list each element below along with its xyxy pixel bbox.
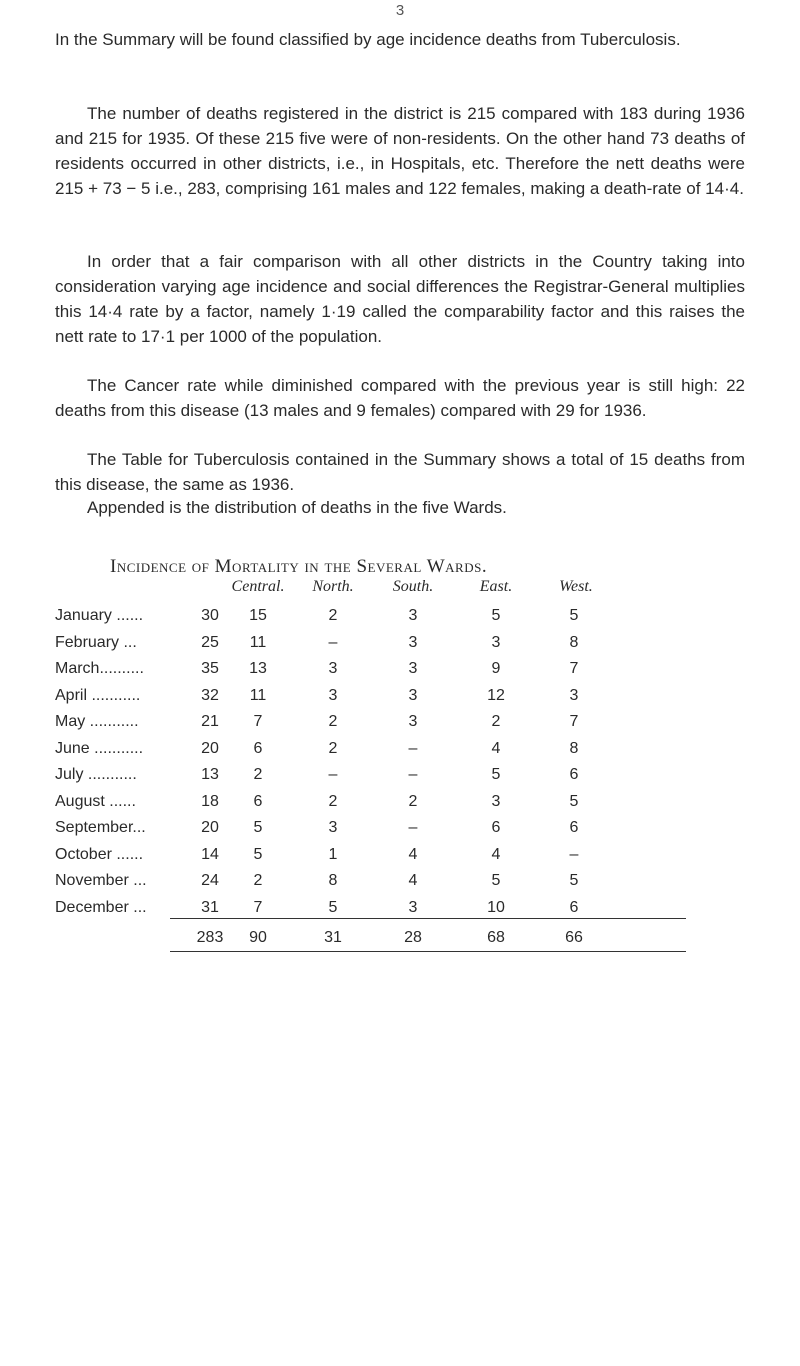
table-row [0,683,800,709]
month-label: December ... [55,898,147,916]
cell-west: 8 [569,633,579,651]
cell-total: 35 [201,660,219,677]
table-row [0,789,800,815]
month-label: August ...... [55,792,136,810]
table-row [0,868,800,894]
cell-central: 5 [253,819,263,836]
cell-north: 1 [328,845,338,863]
paragraph-death-count: The number of deaths registered in the district is 215 compared with 183 during 1936 and 215 for 1935. Of these 215 five were of non-residents. On the other hand 73 deaths of residents occurred in other districts, i.e., in Hospitals, etc. Therefore the nett deaths were 215 + 73 − 5 i.e., 283, comprising 161 males and 122 females, making a death-rate of 14·4. [55,104,745,198]
cell-total: 13 [201,766,219,783]
cell-west: 6 [569,819,579,836]
cell-central: 6 [253,792,263,810]
cell-west: 3 [569,686,579,704]
cell-south: 4 [408,845,418,863]
cell-east: 5 [491,872,501,889]
cell-total: 25 [201,633,219,651]
cell-west: 8 [569,739,579,757]
cell-south: – [408,739,418,757]
table-row [0,736,800,762]
table-row [0,656,800,682]
table-row [0,630,800,656]
cell-south: – [408,819,418,836]
cell-total: 20 [201,819,219,836]
cell-north: 3 [328,660,338,677]
cell-total: 18 [201,792,219,810]
cell-east: 2 [491,713,501,730]
month-label: July ........... [55,766,137,783]
cell-north: 2 [328,792,338,810]
cell-north: 5 [328,898,338,916]
table-row [0,709,800,735]
cell-central: 7 [253,898,263,916]
cell-central: 15 [249,607,267,624]
month-label: May ........... [55,713,139,730]
cell-west: – [569,845,579,863]
cell-north: 8 [328,872,338,889]
month-label: March.......... [55,660,144,677]
cell-south: 3 [408,633,418,651]
month-label: January ...... [55,607,144,624]
cell-west: 5 [569,792,579,810]
cell-central: 2 [253,872,263,889]
total-central: 90 [249,929,267,946]
cell-east: 3 [491,633,501,651]
paragraph-comparability-factor: In order that a fair comparison with all other districts in the Country taking into consideration varying age incidence and social differences the Registrar-General multiplies this 14·4 rate by a factor, namely 1·19 called the comparability factor and this raises the nett rate to 17·1 per 1000 of the population. [55,252,745,346]
total-west: 66 [565,929,583,946]
paragraph-tuberculosis-table: The Table for Tuberculosis contained in the Summary shows a total of 15 deaths from this disease, the same as 1936. [55,450,745,494]
cell-west: 7 [569,713,579,730]
table-row [0,603,800,629]
table-row [0,762,800,788]
page-number: 3 [395,2,405,19]
cell-east: 4 [491,739,501,757]
month-label: February ... [55,633,137,651]
cell-east: 3 [491,792,501,810]
month-label: June ........... [55,739,144,757]
header-south: South. [392,578,434,595]
cell-west: 5 [569,607,579,624]
table-row [0,842,800,868]
cell-total: 20 [201,739,219,757]
total-south: 28 [404,929,422,946]
total-all: 283 [196,929,224,946]
cell-north: – [328,766,338,783]
cell-south: 3 [408,898,418,916]
header-north: North. [312,578,354,595]
cell-north: 2 [328,739,338,757]
cell-total: 21 [201,713,219,730]
cell-central: 5 [253,845,263,863]
cell-west: 7 [569,660,579,677]
cell-north: 2 [328,607,338,624]
month-label: October ...... [55,845,144,863]
cell-south: 3 [408,713,418,730]
table-title: Incidence of Mortality in the Several Wards. [110,556,488,577]
cell-total: 14 [201,845,219,863]
cell-total: 31 [201,898,219,916]
cell-north: – [328,633,338,651]
cell-central: 13 [249,660,267,677]
cell-north: 3 [328,686,338,704]
header-west: West. [559,578,593,595]
cell-south: 2 [408,792,418,810]
cell-east: 6 [491,819,501,836]
cell-east: 12 [487,686,505,704]
cell-south: 3 [408,686,418,704]
cell-central: 7 [253,713,263,730]
cell-north: 2 [328,713,338,730]
month-label: November ... [55,872,147,889]
cell-west: 6 [569,766,579,783]
cell-east: 5 [491,766,501,783]
cell-central: 11 [249,633,267,651]
cell-central: 6 [253,739,263,757]
total-east: 68 [487,929,505,946]
table-rule-top [170,918,686,919]
total-north: 31 [324,929,342,946]
cell-south: 4 [408,872,418,889]
totals-row [0,925,800,951]
cell-south: – [408,766,418,783]
cell-south: 3 [408,660,418,677]
paragraph-tuberculosis-summary: In the Summary will be found classified by age incidence deaths from Tuberculosis. [55,30,681,49]
table-row [0,815,800,841]
month-label: April ........... [55,686,141,704]
cell-central: 2 [253,766,263,783]
table-row [0,895,800,921]
cell-north: 3 [328,819,338,836]
cell-central: 11 [249,686,267,704]
header-east: East. [479,578,513,595]
cell-east: 4 [491,845,501,863]
cell-west: 5 [569,872,579,889]
cell-south: 3 [408,607,418,624]
cell-east: 10 [487,898,505,916]
cell-west: 6 [569,898,579,916]
cell-total: 32 [201,686,219,704]
cell-total: 24 [201,872,219,889]
paragraph-ward-distribution: Appended is the distribution of deaths in the five Wards. [87,498,507,517]
table-rule-bottom [170,951,686,952]
cell-east: 5 [491,607,501,624]
paragraph-cancer-rate: The Cancer rate while diminished compared with the previous year is still high: 22 deaths from this disease (13 males and 9 females) compared with 29 for 1936. [55,376,745,420]
header-central: Central. [231,578,285,595]
cell-total: 30 [201,607,219,624]
cell-east: 9 [491,660,501,677]
month-label: September... [55,819,146,836]
